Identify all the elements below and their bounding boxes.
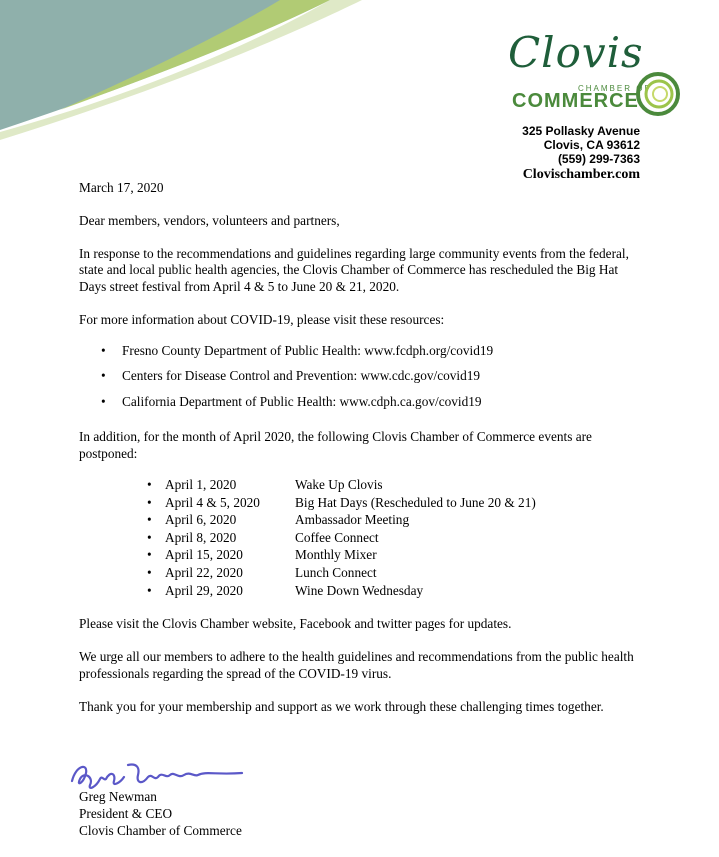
event-name: Ambassador Meeting [295, 512, 410, 528]
logo-ring-icon [632, 68, 684, 120]
letter-date: March 17, 2020 [79, 180, 164, 195]
event-date: April 22, 2020 [165, 564, 243, 580]
resource-item: • Fresno County Department of Public Health: www.fcdph.org/covid19 [101, 343, 642, 360]
resource-list [79, 343, 642, 411]
logo-line1: CHAMBER OF [578, 84, 652, 93]
event-name: Monthly Mixer [295, 547, 377, 563]
letter-body [79, 180, 642, 715]
paragraph-health-guidelines: We urge all our members to adhere to the health guidelines and recommendations from the public health professionals regarding the spread of the COVID-19 virus. [79, 648, 634, 681]
event-item [147, 512, 642, 530]
paragraph-reschedule: In response to the recommendations and guidelines regarding large community events from the federal, state and local public health agencies, the Clovis Chamber of Commerce has rescheduled the Big Hat Days street festival from April 4 & 5 to June 20 & 21, 2020. [79, 245, 629, 295]
event-item [147, 477, 642, 495]
logo-line2: COMMERCE [512, 90, 639, 112]
signer-organization: Clovis Chamber of Commerce [79, 823, 242, 838]
event-date: April 29, 2020 [165, 582, 243, 598]
address-city: Clovis, CA 93612 [543, 138, 640, 152]
address-block [522, 124, 640, 184]
event-date: April 8, 2020 [165, 529, 237, 545]
event-name: Wine Down Wednesday [295, 582, 424, 598]
address-website: Clovischamber.com [522, 167, 640, 182]
event-date: April 4 & 5, 2020 [165, 494, 260, 510]
address-street: 325 Pollasky Avenue [522, 124, 640, 138]
signer-name: Greg Newman [79, 789, 157, 804]
resource-item: • Centers for Disease Control and Prevention: www.cdc.gov/covid19 [101, 368, 642, 385]
paragraph-updates: Please visit the Clovis Chamber website, Facebook and twitter pages for updates. [79, 616, 512, 632]
paragraph-thanks: Thank you for your membership and support as we work through these challenging times together. [79, 698, 604, 714]
event-name: Wake Up Clovis [295, 476, 383, 492]
chamber-logo [500, 28, 700, 122]
signature-block [79, 788, 242, 839]
paragraph-postponed-intro: In addition, for the month of April 2020, the following Clovis Chamber of Commerce events are postponed: [79, 429, 592, 462]
event-name: Coffee Connect [295, 529, 379, 545]
letter-salutation: Dear members, vendors, volunteers and partners, [79, 212, 340, 228]
logo-script: Clovis [508, 28, 644, 77]
signer-title: President & CEO [79, 806, 173, 821]
event-item [147, 565, 642, 583]
event-item [147, 583, 642, 601]
event-item [147, 495, 642, 513]
event-name: Big Hat Days (Rescheduled to June 20 & 21) [295, 494, 536, 510]
event-item [147, 530, 642, 548]
event-date: April 6, 2020 [165, 512, 237, 528]
address-phone: (559) 299-7363 [557, 152, 640, 166]
event-item [147, 547, 642, 565]
event-date: April 15, 2020 [165, 547, 243, 563]
event-name: Lunch Connect [295, 564, 377, 580]
resource-item: • California Department of Public Health: www.cdph.ca.gov/covid19 [101, 394, 642, 411]
paragraph-resources-intro: For more information about COVID-19, please visit these resources: [79, 311, 445, 327]
event-list [79, 477, 642, 600]
event-date: April 1, 2020 [165, 476, 237, 492]
